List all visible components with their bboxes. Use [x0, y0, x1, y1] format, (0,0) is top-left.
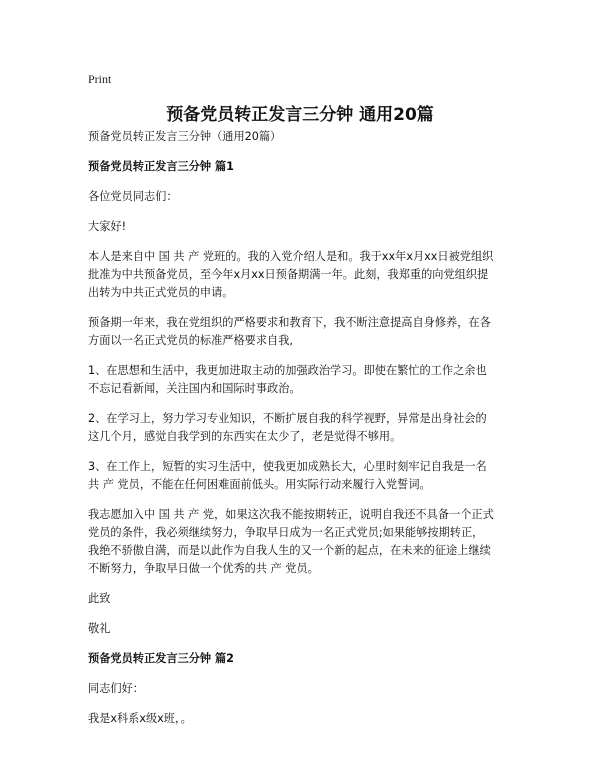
paragraph-line: 不忘记看新闻，关注国内和国际时事政治。 [88, 382, 301, 395]
section1-paragraph-4 [88, 410, 528, 446]
section1-paragraph-2 [88, 314, 528, 350]
paragraph-line: 2、在学习上，努力学习专业知识，不断扩展自我的科学视野，异常是出身社会的 [88, 412, 487, 425]
paragraph-line: 批准为中共预备党员，至今年x月xx日预备期满一年。此刻，我郑重的向党组织提 [88, 268, 489, 281]
section1-paragraph-6 [88, 506, 528, 578]
section1-greeting: 各位党员同志们： [88, 190, 178, 203]
paragraph-line: 本人是来自中 国 共 产 党班的。我的入党介绍人是和。我于xx年x月xx日被党组织 [88, 250, 494, 263]
paragraph-line: 我志愿加入中 国 共 产 党，如果这次我不能按期转正，说明自我还不具备一个正式 [88, 508, 494, 521]
section2-heading: 预备党员转正发言三分钟 篇2 [88, 652, 234, 665]
section1-closing-2: 敬礼 [88, 622, 111, 635]
section1-hello: 大家好! [88, 220, 127, 233]
paragraph-line: 这几个月，感觉自我学到的东西实在太少了，老是觉得不够用。 [88, 430, 402, 443]
document-subtitle: 预备党员转正发言三分钟（通用20篇） [88, 130, 282, 143]
section2-greeting: 同志们好： [88, 682, 144, 695]
section1-paragraph-1 [88, 248, 528, 302]
paragraph-line: 不断努力，争取早日做一个优秀的共 产 党员。 [88, 562, 319, 575]
paragraph-line: 共 产 党员，不能在任何困难面前低头。用实际行动来履行入党誓词。 [88, 478, 431, 491]
section1-paragraph-3 [88, 362, 528, 398]
section2-intro: 我是x科系x级x班，。 [88, 712, 192, 725]
print-label[interactable]: Print [88, 72, 112, 86]
paragraph-line: 1、在思想和生活中，我更加进取主动的加强政治学习。即使在繁忙的工作之余也 [88, 364, 487, 377]
document-title: 预备党员转正发言三分钟 通用20篇 [166, 105, 434, 125]
section1-paragraph-5 [88, 458, 528, 494]
paragraph-line: 3、在工作上，短暂的实习生活中，使我更加成熟长大，心里时刻牢记自我是一名 [88, 460, 487, 473]
paragraph-line: 党员的条件，我必须继续努力，争取早日成为一名正式党员;如果能够按期转正， [88, 526, 484, 539]
section1-heading: 预备党员转正发言三分钟 篇1 [88, 160, 234, 173]
paragraph-line: 我绝不骄傲自满，而是以此作为自我人生的又一个新的起点，在未来的征途上继续 [88, 544, 491, 557]
section1-closing-1: 此致 [88, 592, 111, 605]
paragraph-line: 出转为中共正式党员的申请。 [88, 286, 234, 299]
paragraph-line: 预备期一年来，我在党组织的严格要求和教育下，我不断注意提高自身修养，在各 [88, 316, 491, 329]
paragraph-line: 方面以一名正式党员的标准严格要求自我, [88, 334, 293, 347]
document-body [88, 128, 528, 740]
